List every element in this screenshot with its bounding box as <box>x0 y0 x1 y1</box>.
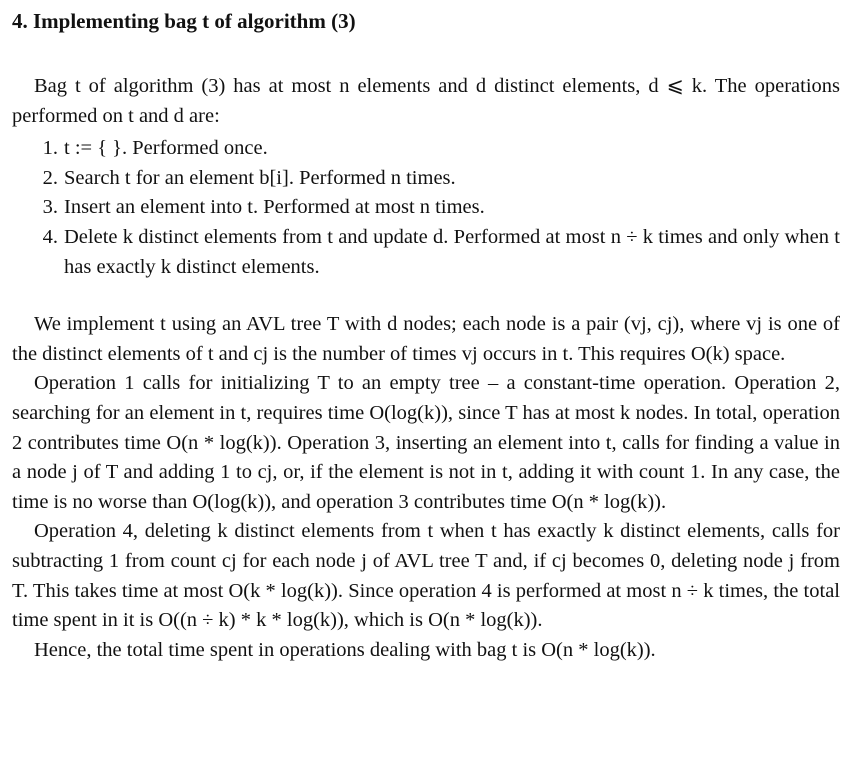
operation-item <box>12 223 840 282</box>
body-paragraph: Operation 4, deleting k distinct elements from t when t has exactly k distinct elements, calls for subtracting 1 from count cj for each node j of AVL tree T and, if cj becomes 0, deleting node j from T. This takes time at most O(k * log(k)). Since operation 4 is performed at most n ÷ k times, the total time spent in it is O((n ÷ k) * k * log(k)), which is O(n * log(k)). <box>12 520 840 632</box>
operation-number: 1. <box>42 137 58 160</box>
operation-number: 3. <box>42 196 58 219</box>
operation-text: Insert an element into t. Performed at most n times. <box>64 196 485 219</box>
body-paragraph: We implement t using an AVL tree T with d nodes; each node is a pair (vj, cj), where vj is one of the distinct elements of t and cj is the number of times vj occurs in t. This requires O(k) space. <box>12 313 840 365</box>
operation-item <box>12 134 840 164</box>
intro-paragraph: Bag t of algorithm (3) has at most n elements and d distinct elements, d ⩽ k. The operations performed on t and d are: <box>12 75 840 127</box>
operation-text: Search t for an element b[i]. Performed n times. <box>64 166 456 189</box>
body-paragraph: Hence, the total time spent in operations dealing with bag t is O(n * log(k)). <box>34 638 656 661</box>
paragraph-gap <box>12 282 840 310</box>
operation-number: 4. <box>42 225 58 248</box>
page <box>12 6 840 665</box>
section-heading: 4. Implementing bag t of algorithm (3) <box>12 9 356 33</box>
operation-item <box>12 193 840 223</box>
body-paragraph: Operation 1 calls for initializing T to an empty tree – a constant-time operation. Operation 2, searching for an element in t, requires time O(log(k)), since T has at most k nodes. In total, operation 2 contributes time O(n * log(k)). Operation 3, inserting an element into t, calls for finding a value in a node j of T and adding 1 to cj, or, if the element is not in t, adding it with count 1. In any case, the time is no worse than O(log(k)), and operation 3 contributes time O(n * log(k)). <box>12 372 840 513</box>
operation-text: t := { }. Performed once. <box>64 137 268 160</box>
operation-text: Delete k distinct elements from t and update d. Performed at most n ÷ k times and only when t has exactly k distinct elements. <box>64 225 840 278</box>
operations-list <box>12 134 840 282</box>
operation-item <box>12 164 840 194</box>
operation-number: 2. <box>42 166 58 189</box>
